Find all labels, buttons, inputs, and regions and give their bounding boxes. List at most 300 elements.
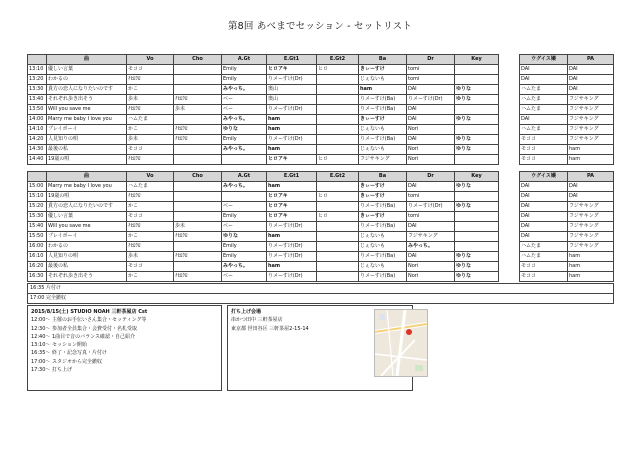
cell-ba: きぃーすけ [359, 65, 407, 75]
cell-vo: 歩未 [127, 135, 174, 145]
party-heading: 打ち上げ会場 [231, 309, 262, 315]
cell-dr: tomi [407, 75, 455, 85]
setlist-table [27, 54, 499, 282]
cell-ba: ham [359, 85, 407, 95]
set1-body [28, 65, 499, 165]
cell-time: 14:20 [28, 135, 47, 145]
column-header: Vo [127, 172, 174, 182]
cell-dr: DAI [407, 115, 455, 125]
cell-ba: きぃーすけ [359, 182, 407, 192]
setlist-header-row [28, 55, 499, 65]
cell-egt2 [317, 242, 359, 252]
column-header: Cho [174, 172, 222, 182]
cell-vo: ﾁﾋﾛｸﾛ [127, 155, 174, 165]
column-header: E.Gt1 [267, 55, 317, 65]
staff-row [520, 262, 614, 272]
cell-announcer: DAI [520, 182, 568, 192]
staff-row [520, 135, 614, 145]
cell-vo: ﾁﾋﾛｸﾛ [127, 192, 174, 202]
staff-row [520, 212, 614, 222]
setlist-row [28, 262, 499, 272]
cell-key [455, 242, 499, 252]
staff-row [520, 145, 614, 155]
cell-dr: りメーすけ(Dr) [407, 95, 455, 105]
cell-vo: 歩未 [127, 252, 174, 262]
setlist-row [28, 115, 499, 125]
cell-key [455, 155, 499, 165]
cell-cho [174, 182, 222, 192]
cell-time: 14:30 [28, 145, 47, 155]
cell-agt: みやっち。 [222, 115, 267, 125]
cell-egt2: ヒロ [317, 155, 359, 165]
cell-egt1: ham [267, 262, 317, 272]
schedule-item: 17:00～ スタジオから完全撤収 [31, 358, 102, 365]
cell-dr: tomi [407, 212, 455, 222]
cell-egt1: ham [267, 232, 317, 242]
cell-vo: かこ [127, 232, 174, 242]
cell-egt1: ヒロアキ [267, 65, 317, 75]
cell-vo: かこ [127, 85, 174, 95]
cell-time: 15:50 [28, 232, 47, 242]
cell-announcer: ハムたま [520, 105, 568, 115]
cell-key [455, 192, 499, 202]
staff-row [520, 125, 614, 135]
cell-key [455, 75, 499, 85]
cell-song: 最後の私 [47, 145, 127, 155]
cell-key: ゆりな [455, 252, 499, 262]
cell-announcer: DAI [520, 212, 568, 222]
cell-song: 19歳の唄 [47, 192, 127, 202]
cell-cho [174, 202, 222, 212]
column-header: Dr [407, 55, 455, 65]
cell-announcer: ハムたま [520, 95, 568, 105]
cell-pa: ham [568, 145, 614, 155]
cell-ba: りメーすけ(Ba) [359, 135, 407, 145]
cell-vo: モココ [127, 65, 174, 75]
cell-agt: ベー [222, 222, 267, 232]
cell-time: 15:10 [28, 192, 47, 202]
cell-song: Marry me baby I love you [47, 182, 127, 192]
cell-announcer: モココ [520, 145, 568, 155]
staff-row [520, 222, 614, 232]
cell-agt: Emily [222, 75, 267, 85]
cell-vo: モココ [127, 262, 174, 272]
cell-egt1: ヒロアキ [267, 202, 317, 212]
cell-pa: フジサキング [568, 105, 614, 115]
cell-vo: モココ [127, 145, 174, 155]
column-header: ウグイス嬢 [520, 172, 568, 182]
cell-cho [174, 192, 222, 202]
cell-song: 優しい言葉 [47, 212, 127, 222]
cell-key: ゆりな [455, 182, 499, 192]
cell-time: 15:30 [28, 212, 47, 222]
cell-dr: DAI [407, 105, 455, 115]
cell-agt: Emily [222, 252, 267, 262]
cell-time: 13:40 [28, 95, 47, 105]
cell-cho: 歩未 [174, 105, 222, 115]
cell-key [455, 105, 499, 115]
cell-key: ゆりな [455, 145, 499, 155]
cell-ba: りメーすけ(Ba) [359, 222, 407, 232]
cell-ba: りメーすけ(Ba) [359, 105, 407, 115]
cell-announcer: モココ [520, 272, 568, 282]
cell-agt: ベー [222, 202, 267, 212]
cell-agt [222, 192, 267, 202]
cell-vo: ハムたま [127, 182, 174, 192]
cell-song: わかるの [47, 242, 127, 252]
staff-table [519, 54, 614, 282]
staff-row [520, 65, 614, 75]
cell-egt2: ヒロ [317, 65, 359, 75]
column-header [28, 172, 47, 182]
page-title: 第8回 あべまでセッション - セットリスト [227, 21, 413, 32]
cell-pa: フジサキング [568, 212, 614, 222]
cell-song: 人見知りの唄 [47, 252, 127, 262]
post-row-cleanup [28, 284, 613, 294]
cell-dr: tomi [407, 65, 455, 75]
cell-song: プレイボーイ [47, 232, 127, 242]
setlist-row [28, 202, 499, 212]
setlist-row [28, 192, 499, 202]
cell-key: ゆりな [455, 135, 499, 145]
column-header: 曲 [47, 55, 127, 65]
cell-egt1: ヒロアキ [267, 192, 317, 202]
cell-vo: モココ [127, 212, 174, 222]
cell-announcer: ハムたま [520, 125, 568, 135]
cell-announcer: DAI [520, 115, 568, 125]
cell-agt: Emily [222, 242, 267, 252]
cell-agt: みやっち。 [222, 145, 267, 155]
cell-dr: りメーすけ(Dr) [407, 202, 455, 212]
schedule-items [31, 316, 218, 374]
cell-announcer: ハムたま [520, 85, 568, 95]
cell-song: 人見知りの唄 [47, 135, 127, 145]
cell-egt2 [317, 222, 359, 232]
column-header: E.Gt1 [267, 172, 317, 182]
cell-egt2 [317, 272, 359, 282]
setlist-row [28, 135, 499, 145]
cell-egt1: ham [267, 125, 317, 135]
column-header: Dr [407, 172, 455, 182]
cell-egt1: りメーすけ(Dr) [267, 135, 317, 145]
column-header: 曲 [47, 172, 127, 182]
cell-egt2 [317, 115, 359, 125]
staff-row [520, 202, 614, 212]
staff-row [520, 192, 614, 202]
cell-pa: DAI [568, 85, 614, 95]
cell-song: それぞれ歩き出そう [47, 272, 127, 282]
cell-announcer: DAI [520, 222, 568, 232]
cell-pa: DAI [568, 182, 614, 192]
cell-pa: フジサキング [568, 242, 614, 252]
cell-time: 13:30 [28, 85, 47, 95]
column-header: E.Gt2 [317, 172, 359, 182]
staff-row [520, 105, 614, 115]
schedule-item: 12:40～ 1曲目で音のバランス確認・自己紹介 [31, 333, 136, 340]
cell-song: わかるの [47, 75, 127, 85]
cell-key: ゆりな [455, 85, 499, 95]
column-header: A.Gt [222, 55, 267, 65]
cell-cho [174, 145, 222, 155]
column-header [28, 55, 47, 65]
post-time: 16:35 [30, 285, 45, 291]
setlist-row [28, 232, 499, 242]
cell-cho [174, 75, 222, 85]
staff-row [520, 232, 614, 242]
cell-ba: きぃーすけ [359, 192, 407, 202]
set2-body [28, 182, 499, 282]
cell-pa: フジサキング [568, 135, 614, 145]
setlist-row [28, 105, 499, 115]
cell-announcer: ハムたま [520, 252, 568, 262]
column-header: ウグイス嬢 [520, 55, 568, 65]
column-header: A.Gt [222, 172, 267, 182]
cell-cho [174, 115, 222, 125]
cell-agt: みやっち。 [222, 182, 267, 192]
cell-pa: ham [568, 262, 614, 272]
cell-egt1: りメーすけ(Dr) [267, 242, 317, 252]
cell-pa: DAI [568, 75, 614, 85]
cell-ba: じぇないも [359, 262, 407, 272]
post-label: 片付け [46, 285, 62, 291]
cell-egt1: ham [267, 182, 317, 192]
cell-pa: フジサキング [568, 232, 614, 242]
cell-time: 13:10 [28, 65, 47, 75]
cell-song: Will you save me [47, 105, 127, 115]
cell-song: プレイボーイ [47, 125, 127, 135]
post-time: 17:00 [30, 295, 45, 301]
column-header: Key [455, 172, 499, 182]
cell-announcer: ハムたま [520, 242, 568, 252]
cell-song: 優しい言葉 [47, 65, 127, 75]
staff-row [520, 75, 614, 85]
cell-announcer: DAI [520, 202, 568, 212]
cell-song: 貴方の恋人になりたいのです [47, 85, 127, 95]
cell-egt1: りメーすけ(Dr) [267, 105, 317, 115]
cell-ba: じぇないも [359, 232, 407, 242]
schedule-item: 16:35～ 終了・記念写真・片付け [31, 350, 107, 357]
cell-pa: フジサキング [568, 125, 614, 135]
staff-row [520, 272, 614, 282]
post-session-list [27, 283, 614, 304]
cell-egt1: ヒロアキ [267, 155, 317, 165]
staff-row [520, 252, 614, 262]
cell-announcer: モココ [520, 262, 568, 272]
cell-ba: フジサキング [359, 155, 407, 165]
column-header: E.Gt2 [317, 55, 359, 65]
cell-vo: ハムたま [127, 115, 174, 125]
cell-egt2 [317, 262, 359, 272]
setlist-row [28, 95, 499, 105]
cell-pa: フジサキング [568, 202, 614, 212]
cell-announcer: DAI [520, 65, 568, 75]
column-header: PA [568, 55, 614, 65]
cell-cho: ﾁﾋﾛｸﾛ [174, 135, 222, 145]
cell-egt1: 奥山 [267, 85, 317, 95]
setlist-row [28, 212, 499, 222]
cell-time: 14:00 [28, 115, 47, 125]
cell-agt: みやっち。 [222, 85, 267, 95]
cell-dr: Nori [407, 262, 455, 272]
cell-dr: みやっち。 [407, 242, 455, 252]
cell-dr: Nori [407, 155, 455, 165]
cell-dr: DAI [407, 85, 455, 95]
cell-song: Will you save me [47, 222, 127, 232]
cell-egt1: ham [267, 115, 317, 125]
cell-key [455, 212, 499, 222]
cell-key [455, 125, 499, 135]
cell-egt2 [317, 95, 359, 105]
cell-dr: DAI [407, 182, 455, 192]
cell-cho: ﾁﾋﾛｸﾛ [174, 125, 222, 135]
cell-vo: かこ [127, 272, 174, 282]
post-row-exit [28, 294, 613, 303]
cell-pa: ham [568, 252, 614, 262]
cell-ba: じぇないも [359, 125, 407, 135]
cell-announcer: モココ [520, 155, 568, 165]
cell-agt: ゆりな [222, 232, 267, 242]
cell-vo: 歩未 [127, 95, 174, 105]
cell-agt: Emily [222, 135, 267, 145]
schedule-item: 12:00～ 主催のお手伝いさん集合・セッティング等 [31, 317, 147, 324]
cell-announcer: DAI [520, 75, 568, 85]
cell-key: ゆりな [455, 272, 499, 282]
staff-row [520, 242, 614, 252]
setlist-row [28, 242, 499, 252]
column-header: Ba [359, 172, 407, 182]
cell-announcer: DAI [520, 232, 568, 242]
cell-pa: DAI [568, 65, 614, 75]
staff-row [520, 85, 614, 95]
cell-egt1: 奥山 [267, 95, 317, 105]
cell-vo: かこ [127, 125, 174, 135]
cell-egt1: りメーすけ(Dr) [267, 222, 317, 232]
cell-egt2 [317, 135, 359, 145]
cell-vo: ﾁﾋﾛｸﾛ [127, 222, 174, 232]
cell-egt2 [317, 202, 359, 212]
cell-pa: ham [568, 272, 614, 282]
cell-dr: Nori [407, 272, 455, 282]
cell-agt: Emily [222, 65, 267, 75]
cell-announcer: モココ [520, 135, 568, 145]
cell-egt2 [317, 145, 359, 155]
setlist-row [28, 75, 499, 85]
cell-song: 貴方の恋人になりたいのです [47, 202, 127, 212]
schedule-box [27, 305, 222, 391]
cell-song: Marry me baby I love you [47, 115, 127, 125]
cell-egt1: ヒロアキ [267, 212, 317, 222]
cell-key: ゆりな [455, 202, 499, 212]
cell-cho: ﾁﾋﾛｸﾛ [174, 252, 222, 262]
cell-agt: みやっち。 [222, 262, 267, 272]
staff-row [520, 182, 614, 192]
cell-ba: じぇないも [359, 242, 407, 252]
cell-agt [222, 155, 267, 165]
cell-egt2: ヒロ [317, 212, 359, 222]
cell-ba: りメーすけ(Ba) [359, 202, 407, 212]
cell-egt1: りメーすけ(Dr) [267, 75, 317, 85]
cell-ba: りメーすけ(Ba) [359, 272, 407, 282]
cell-time: 16:20 [28, 262, 47, 272]
cell-time: 15:40 [28, 222, 47, 232]
setlist-row [28, 125, 499, 135]
cell-time: 14:40 [28, 155, 47, 165]
cell-announcer: DAI [520, 192, 568, 202]
cell-egt2 [317, 75, 359, 85]
cell-vo: ﾁﾋﾛｸﾛ [127, 75, 174, 85]
setlist-row [28, 252, 499, 262]
cell-cho [174, 212, 222, 222]
cell-pa: DAI [568, 192, 614, 202]
cell-agt: ゆりな [222, 125, 267, 135]
cell-pa: フジサキング [568, 222, 614, 232]
cell-key [455, 65, 499, 75]
setlist-row [28, 145, 499, 155]
cell-time: 13:50 [28, 105, 47, 115]
staff-row [520, 115, 614, 125]
cell-time: 16:30 [28, 272, 47, 282]
cell-agt: ベー [222, 95, 267, 105]
cell-egt2 [317, 252, 359, 262]
cell-ba: りメーすけ(Ba) [359, 95, 407, 105]
cell-dr: DAI [407, 135, 455, 145]
cell-cho: ﾁﾋﾛｸﾛ [174, 232, 222, 242]
cell-dr: Nori [407, 125, 455, 135]
cell-song: 最後の私 [47, 262, 127, 272]
setlist-row [28, 155, 499, 165]
cell-time: 13:20 [28, 75, 47, 85]
schedule-heading: 2015/8/15(土) STUDIO NOAH 三軒茶屋店 Cst [31, 309, 148, 315]
cell-ba: きぃーすけ [359, 115, 407, 125]
cell-egt2 [317, 105, 359, 115]
cell-cho [174, 85, 222, 95]
cell-song: 19歳の唄 [47, 155, 127, 165]
cell-pa: ham [568, 155, 614, 165]
staff-header-row-2 [520, 172, 614, 182]
cell-ba: じぇないも [359, 145, 407, 155]
cell-egt2 [317, 85, 359, 95]
cell-egt2: ヒロ [317, 192, 359, 202]
cell-egt1: ham [267, 145, 317, 155]
cell-cho: ﾁﾋﾛｸﾛ [174, 272, 222, 282]
cell-time: 15:20 [28, 202, 47, 212]
cell-ba: きぃーすけ [359, 212, 407, 222]
cell-vo: ﾁﾋﾛｸﾛ [127, 242, 174, 252]
column-header: Key [455, 55, 499, 65]
cell-agt: ベー [222, 272, 267, 282]
party-address: 東京都 世田谷区 三軒茶屋2-15-14 [231, 325, 309, 332]
cell-egt2 [317, 232, 359, 242]
cell-time: 16:10 [28, 252, 47, 262]
cell-time: 14:10 [28, 125, 47, 135]
cell-dr: DAI [407, 252, 455, 262]
schedule-item: 13:10～ セッション開始 [31, 342, 87, 349]
cell-cho [174, 242, 222, 252]
cell-cho [174, 65, 222, 75]
setlist-row [28, 222, 499, 232]
cell-egt2 [317, 125, 359, 135]
cell-egt1: りメーすけ(Dr) [267, 272, 317, 282]
cell-ba: りメーすけ(Ba) [359, 252, 407, 262]
staff-row [520, 95, 614, 105]
cell-cho: 歩未 [174, 222, 222, 232]
schedule-item: 17:30～ 打ち上げ [31, 367, 72, 374]
cell-dr: tomi [407, 192, 455, 202]
setlist-row [28, 65, 499, 75]
schedule-item: 12:30～ 参加者全員集合・会費受付・名札受取 [31, 325, 138, 332]
cell-key [455, 222, 499, 232]
cell-key: ゆりな [455, 262, 499, 272]
